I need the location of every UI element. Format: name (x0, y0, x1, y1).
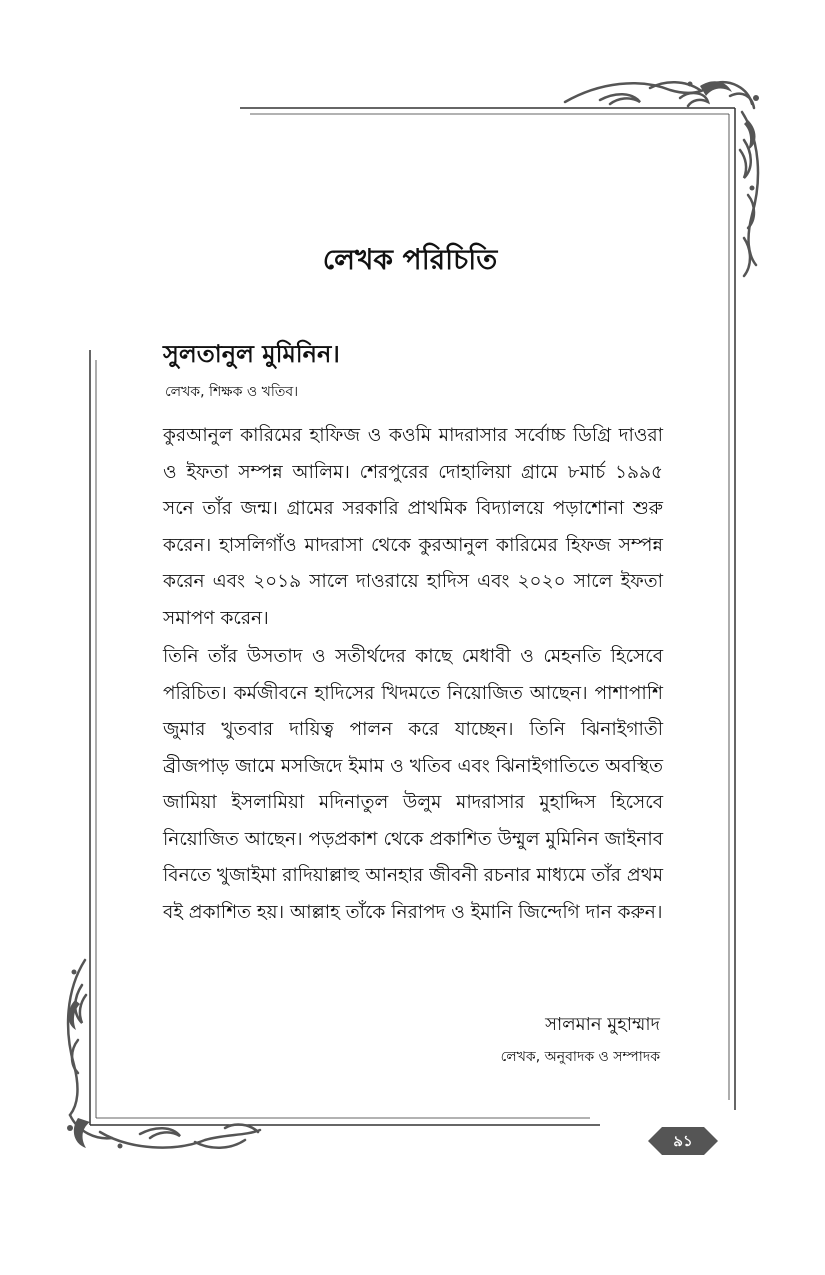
page-number: ৯১ (673, 1132, 693, 1150)
author-role: লেখক, শিক্ষক ও খতিব। (165, 384, 299, 400)
signature-role: লেখক, অনুবাদক ও সম্পাদক (500, 1049, 660, 1065)
biography-paragraph-2: তিনি তাঁর উসতাদ ও সতীর্থদের কাছে মেধাবী ও মেহনতি হিসেবে পরিচিত। কর্মজীবনে হাদিসের খিদমতে নিয়োজিত আছেন। পাশাপাশি জুমার খুতবার দায়িত্ব পালন করে যাচ্ছেন। তিনি ঝিনাইগাতী ব্রীজপাড় জামে মসজিদে ইমাম ও খতিব এবং ঝিনাইগাতিতে অবস্থিত জামিয়া ইসলামিয়া মদিনাতুল উলুম মাদরাসার মুহাদ্দিস হিসেবে নিয়োজিত আছেন। পড়প্রকাশ থেকে প্রকাশিত উম্মুল মুমিনিন জাইনাব বিনতে খুজাইমা রাদিয়াল্লাহু আনহার জীবনী রচনার মাধ্যমে তাঁর প্রথম বই প্রকাশিত হয়। আল্লাহ তাঁকে নিরাপদ ও ইমানি জিন্দেগি দান করুন। (163, 646, 663, 923)
biography-body (163, 418, 663, 931)
corner-ornament-bottom-left (68, 960, 260, 1148)
biography-paragraph-1: কুরআনুল কারিমের হাফিজ ও কওমি মাদরাসার সর্বোচ্চ ডিগ্রি দাওরা ও ইফতা সম্পন্ন আলিম। শেরপুরের দোহালিয়া গ্রামে ৮মার্চ ১৯৯৫ সনে তাঁর জন্ম। গ্রামের সরকারি প্রাথমিক বিদ্যালয়ে পড়াশোনা শুরু করেন। হাসলিগাঁও মাদরাসা থেকে কুরআনুল কারিমের হিফজ সম্পন্ন করেন এবং ২০১৯ সালে দাওরায়ে হাদিস এবং ২০২০ সালে ইফতা সমাপণ করেন। (163, 425, 663, 629)
page-title: লেখক পরিচিতি (322, 243, 498, 276)
author-name: সুলতানুল মুমিনিন। (163, 340, 340, 368)
signature-name: সালমান মুহাম্মাদ (545, 1014, 660, 1035)
